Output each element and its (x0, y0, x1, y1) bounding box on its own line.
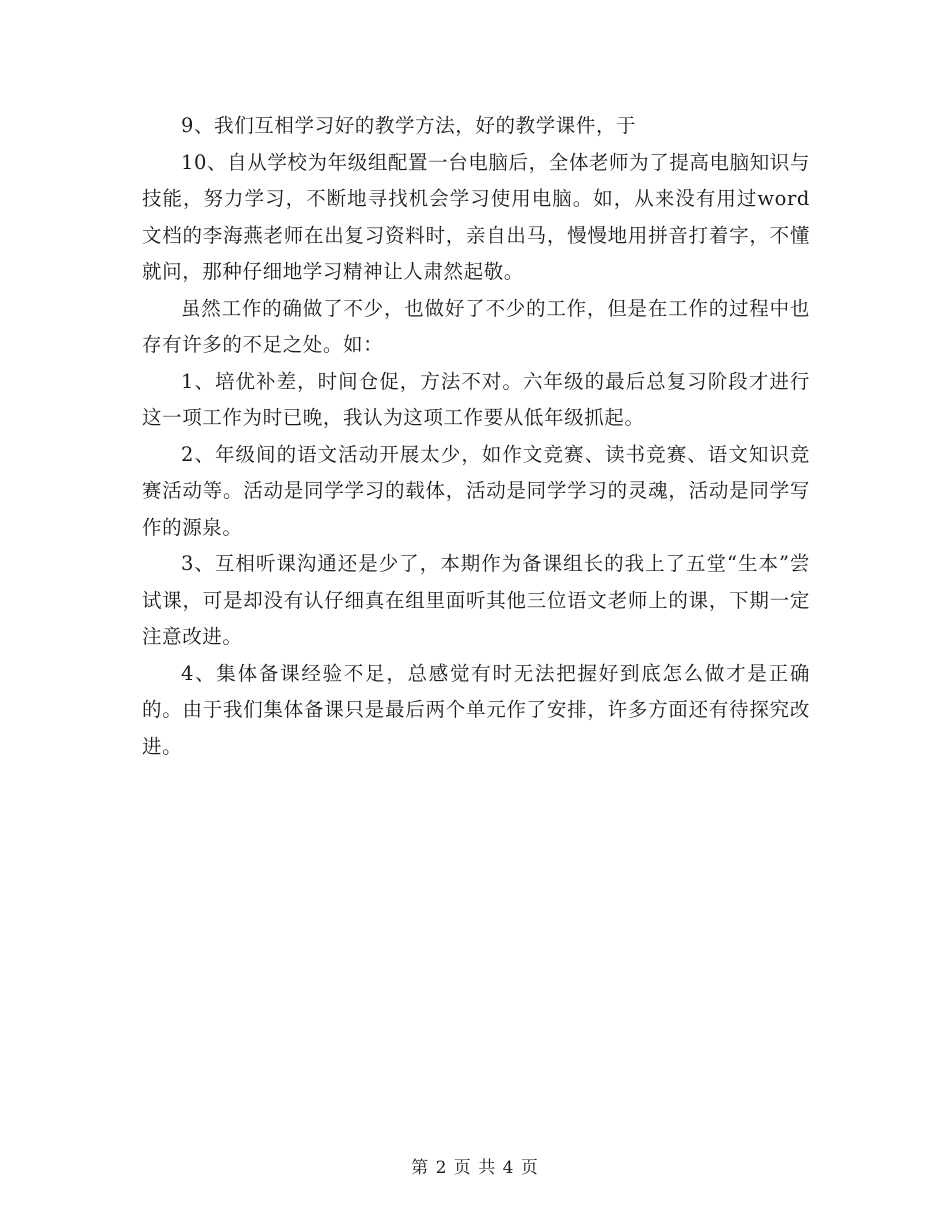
paragraph-shortcoming-3: 3、互相听课沟通还是少了，本期作为备课组长的我上了五堂“生本”尝试课，可是却没有认仔细真在组里面听其他三位语文老师上的课，下期一定注意改进。 (142, 552, 810, 648)
page-footer (0, 1153, 950, 1178)
paragraph-shortcomings-intro: 虽然工作的确做了不少，也做好了不少的工作，但是在工作的过程中也存有许多的不足之处。如： (142, 296, 810, 356)
paragraph-shortcoming-1: 1、培优补差，时间仓促，方法不对。六年级的最后总复习阶段才进行这一项工作为时已晚，我认为这项工作要从低年级抓起。 (142, 369, 810, 429)
paragraph-shortcoming-2: 2、年级间的语文活动开展太少，如作文竞赛、读书竞赛、语文知识竞赛活动等。活动是同学学习的载体，活动是同学学习的灵魂，活动是同学写作的源泉。 (142, 442, 810, 539)
page-number: 第 2 页 共 4 页 (411, 1158, 539, 1178)
document-body (142, 108, 810, 765)
paragraph-item-10: 10、自从学校为年级组配置一台电脑后，全体老师为了提高电脑知识与技能，努力学习，不断地寻找机会学习使用电脑。如，从来没有用过word文档的李海燕老师在出复习资料时，亲自出马，慢慢地用拼音打着字，不懂就问，那种仔细地学习精神让人肃然起敬。 (142, 150, 811, 283)
paragraph-shortcoming-4: 4、集体备课经验不足，总感觉有时无法把握好到底怎么做才是正确的。由于我们集体备课只是最后两个单元作了安排，许多方面还有待探究改进。 (142, 661, 810, 758)
paragraph-item-9: 9、我们互相学习好的教学方法，好的教学课件，于 (181, 114, 637, 137)
